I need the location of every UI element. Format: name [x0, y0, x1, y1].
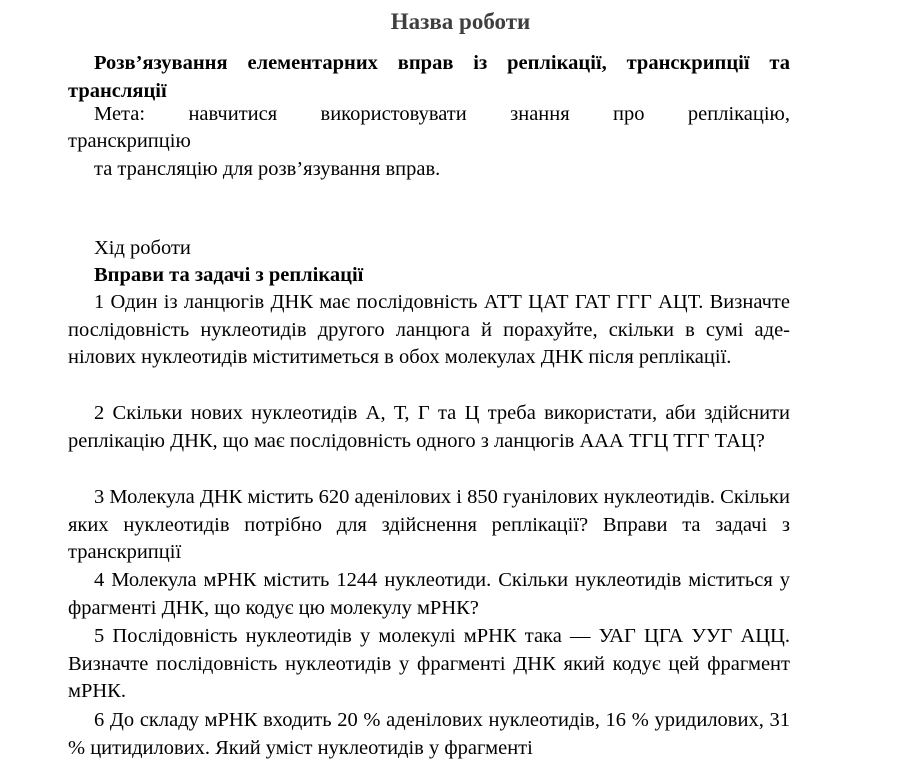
task-4: 4 Молекула мРНК містить 1244 нуклеотиди. Скільки нуклеотидів міститься у фрагменті ДНК, що кодує цю молекулу мРНК?	[68, 569, 790, 619]
task-1: 1 Один із ланцюгів ДНК має послідовність АТТ ЦАТ ГАТ ГГГ АЦТ. Визначте послідовність нуклеотидів другого ланцюга й порахуйте, скільки в сумі аде-нілових нуклеотидів міститиметься в обох молекулах ДНК після реплікації.	[68, 291, 790, 368]
goal-line-1: Мета: навчитися використовувати знання про реплікацію,	[94, 103, 790, 125]
goal-line-2: транскрипцію	[68, 130, 191, 152]
work-subtitle: Розв’язування елементарних вправ із реплікації, транскрипції та трансляції	[68, 52, 790, 102]
progress-heading: Хід роботи	[94, 237, 191, 259]
task-5: 5 Послідовність нуклеотидів у молекулі мРНК така — УАГ ЦГА УУГ АЦЦ. Визначте послідовність нуклеотидів у фрагменті ДНК який кодує цей фрагмент мРНК.	[68, 625, 790, 702]
page-title: Назва роботи	[390, 9, 531, 34]
task-2: 2 Скільки нових нуклеотидів А, Т, Г та Ц треба використати, аби здійснити реплікацію ДНК, що має послідовність одного з ланцюгів ААА ТГЦ ТГГ ТАЦ?	[68, 402, 790, 452]
goal-line-3: та трансляцію для розв’язування вправ.	[94, 158, 441, 180]
replication-heading: Вправи та задачі з реплікації	[94, 264, 364, 286]
task-6: 6 До складу мРНК входить 20 % аденілових нуклеотидів, 16 % уридилових, 31 % цитидилових. Який уміст нуклеотидів у фрагменті	[68, 709, 790, 759]
task-3: 3 Молекула ДНК містить 620 аденілових і 850 гуанілових нуклеотидів. Скільки яких нуклеотидів потрібно для здійснення реплікації? Вправи та задачі з транскрипції	[68, 486, 790, 563]
